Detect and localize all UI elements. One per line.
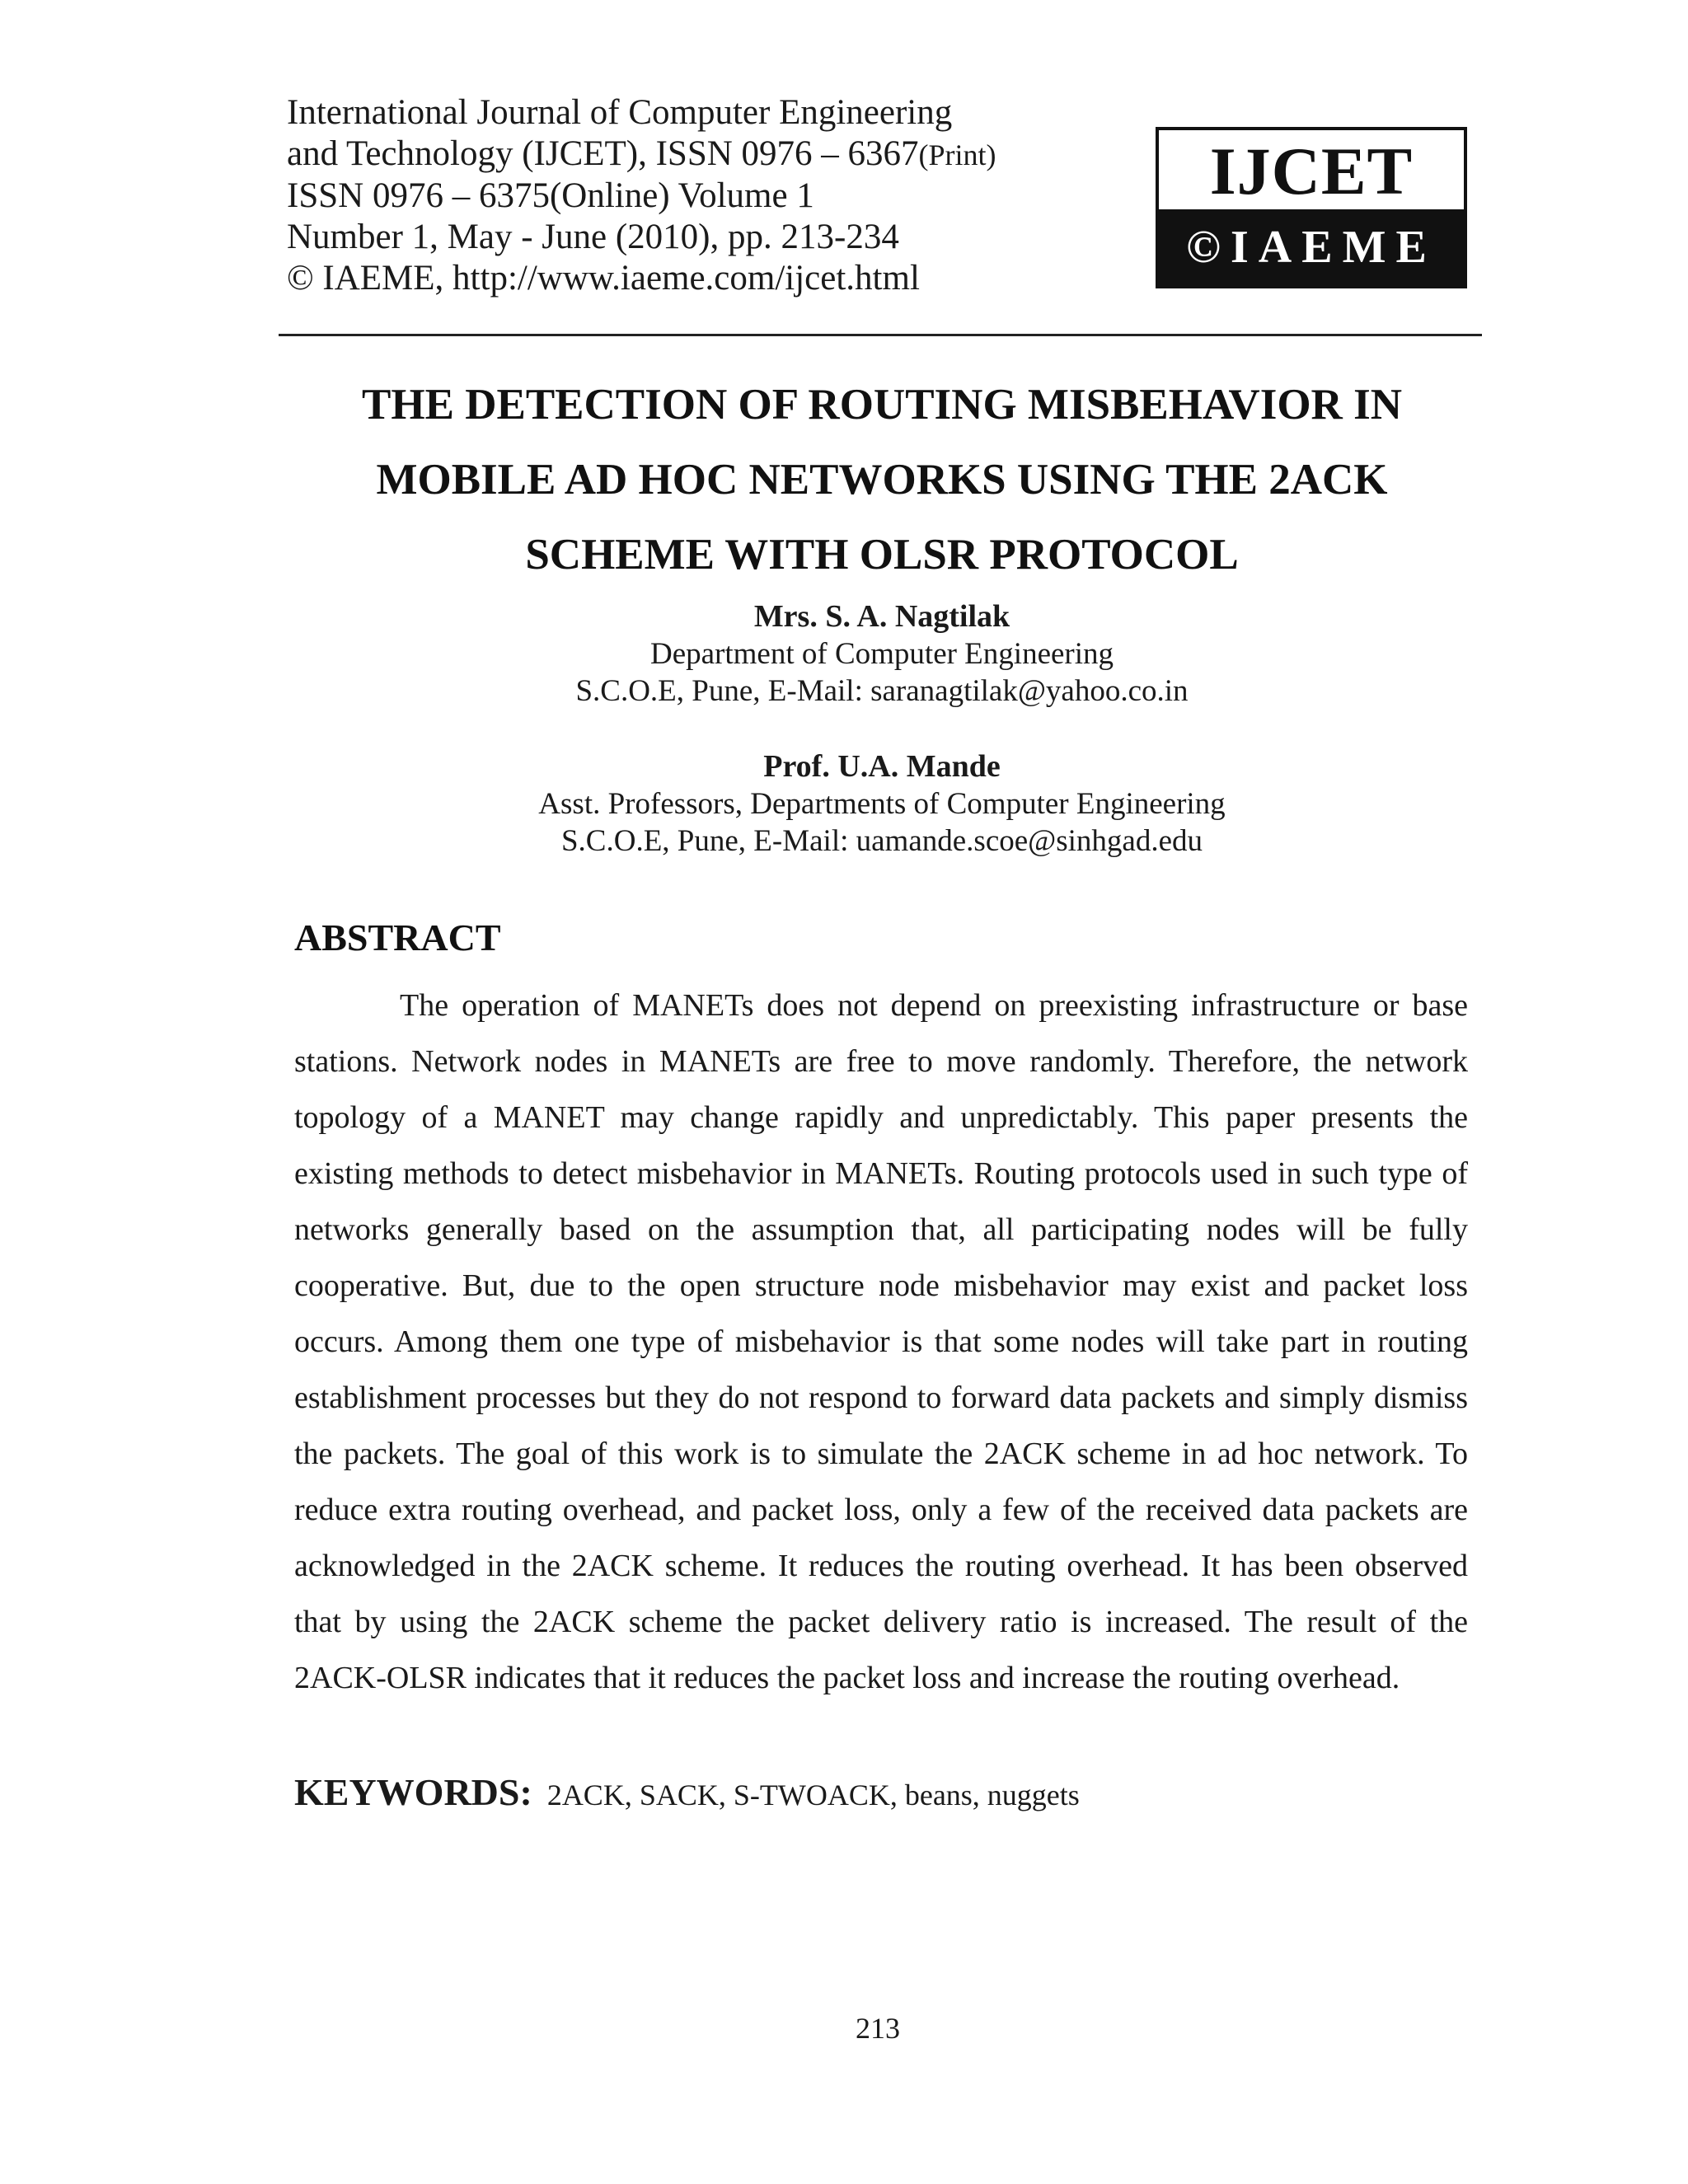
header-divider xyxy=(279,334,1482,336)
title-line-1: THE DETECTION OF ROUTING MISBEHAVIOR IN xyxy=(362,381,1402,429)
abstract-heading: ABSTRACT xyxy=(294,916,501,958)
journal-line-3: ISSN 0976 – 6375(Online) Volume 1 xyxy=(287,176,814,215)
author-contact-1: S.C.O.E, Pune, E-Mail: saranagtilak@yahoo.co.in xyxy=(575,674,1189,708)
journal-line-1: International Journal of Computer Engineering xyxy=(287,93,953,132)
journal-info xyxy=(287,92,1111,299)
logo-ijcet-text: IJCET xyxy=(1209,134,1414,209)
journal-line-4: Number 1, May - June (2010), pp. 213-234 xyxy=(287,218,899,256)
title-line-2: MOBILE AD HOC NETWORKS USING THE 2ACK xyxy=(376,456,1388,504)
keywords-value: 2ACK, SACK, S-TWOACK, beans, nuggets xyxy=(546,1779,1080,1811)
paper-title xyxy=(247,368,1517,593)
journal-line-5: © IAEME, http://www.iaeme.com/ijcet.html xyxy=(287,259,920,298)
logo-iaeme-text: ©IAEME xyxy=(1159,209,1464,285)
ijcet-logo xyxy=(1156,127,1467,288)
author-name-1: Mrs. S. A. Nagtilak xyxy=(753,599,1010,634)
title-line-3: SCHEME WITH OLSR PROTOCOL xyxy=(525,531,1239,579)
author-name-2: Prof. U.A. Mande xyxy=(763,749,1001,784)
author-affiliation-1: Department of Computer Engineering xyxy=(649,637,1114,671)
keywords-label: KEYWORDS: xyxy=(294,1771,532,1813)
author-block-2 xyxy=(247,748,1517,860)
author-affiliation-2: Asst. Professors, Departments of Computer Engineering xyxy=(538,787,1226,821)
print-suffix: (Print) xyxy=(918,138,996,171)
journal-line-2 xyxy=(287,134,1111,176)
author-contact-2: S.C.O.E, Pune, E-Mail: uamande.scoe@sinhgad.edu xyxy=(560,824,1203,858)
page-number: 213 xyxy=(856,2012,900,2045)
abstract-body: The operation of MANETs does not depend on preexisting infrastructure or base stations. Network nodes in MANETs are free to move randomly. Therefore, the network topology of a MANET may change rapidly and unpredictably. This paper presents the existing methods to detect misbehavior in MANETs. Routing protocols used in such type of networks generally based on the assumption that, all participating nodes will be fully cooperative. But, due to the open structure node misbehavior may exist and packet loss occurs. Among them one type of misbehavior is that some nodes will take part in routing establishment processes but they do not respond to forward data packets and simply dismiss the packets. The goal of this work is to simulate the 2ACK scheme in ad hoc network. To reduce extra routing overhead, and packet loss, only a few of the received data packets are acknowledged in the 2ACK scheme. It reduces the routing overhead. It has been observed that by using the 2ACK scheme the packet delivery ratio is increased. The result of the 2ACK-OLSR indicates that it reduces the packet loss and increase the routing overhead. xyxy=(294,988,1468,1695)
author-block-1 xyxy=(247,598,1517,710)
keywords xyxy=(294,1768,1080,1820)
journal-line-2-text: and Technology (IJCET), ISSN 0976 – 6367 xyxy=(287,134,919,173)
